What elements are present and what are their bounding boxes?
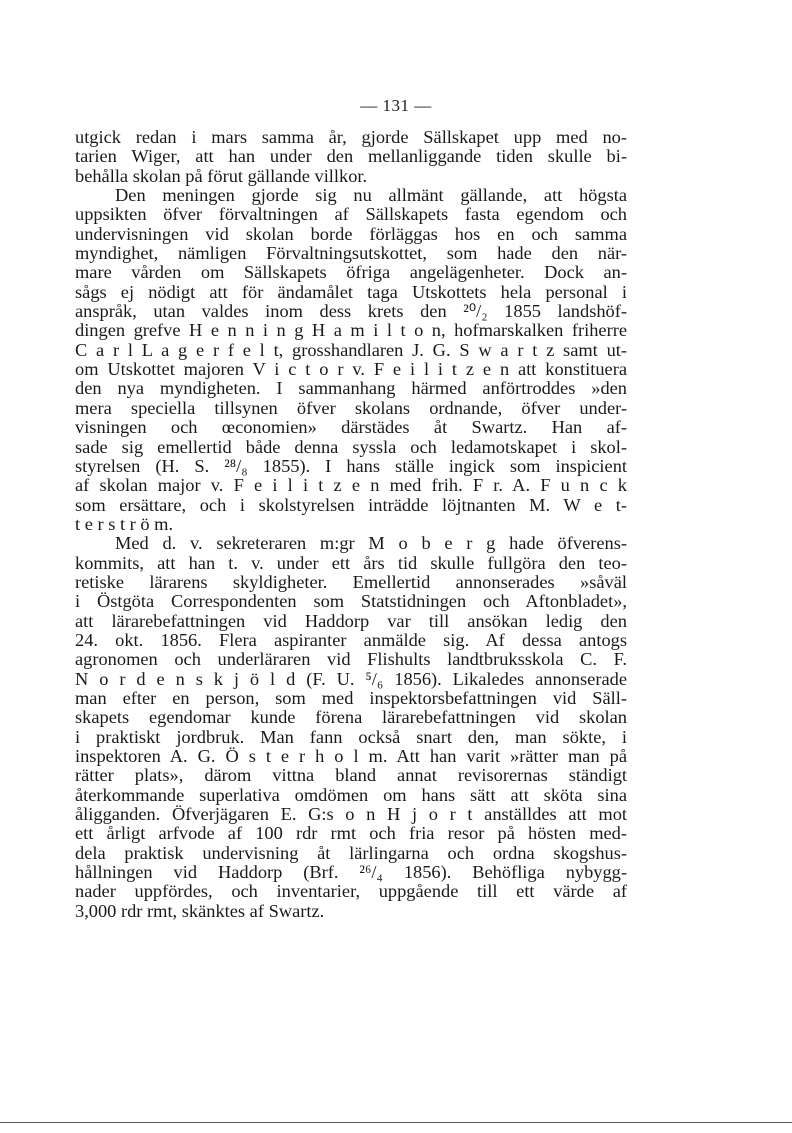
text-line: myndighet, nämligen Förvaltningsutskottet, som hade den när- — [75, 244, 627, 264]
text-line: 3,000 rdr rmt, skänktes af Swartz. — [75, 901, 325, 921]
text-line: anspråk, utan valdes inom dess krets den ²⁰/₂ 1855 landshöf- — [75, 302, 627, 322]
text-line: Den meningen gjorde sig nu allmänt gällande, att högsta — [115, 186, 627, 206]
text-line: dingen grefve H e n n i n g H a m i l t o n, hofmarskalken friherre — [75, 321, 627, 341]
text-line: i praktiskt jordbruk. Man fann också snart den, man sökte, i — [75, 727, 627, 747]
body-text — [75, 128, 627, 921]
text-line: att lärarebefattningen vid Haddorp var till ansökan ledig den — [75, 611, 627, 631]
text-line: man efter en person, som med inspektorsbefattningen vid Säll- — [75, 688, 627, 708]
text-line: t e r s t r ö m. — [75, 514, 174, 534]
text-line: retiske lärarens skyldigheter. Emellertid annonserades »såväl — [75, 572, 627, 592]
text-line: den nya myndigheten. I sammanhang härmed anförtroddes »den — [75, 379, 627, 399]
text-line: sågs ej nödigt att för ändamålet taga Utskottets hela personal i — [75, 282, 627, 302]
text-line: uppsikten öfver förvaltningen af Sällskapets fasta egendom och — [75, 205, 627, 225]
text-line: som ersättare, och i skolstyrelsen inträdde löjtnanten M. W e t- — [75, 495, 627, 515]
text-line: rätter plats», därom vittna bland annat revisorernas ständigt — [75, 766, 627, 786]
text-line: utgick redan i mars samma år, gjorde Sällskapet upp med no- — [75, 128, 627, 147]
text-line: nader uppfördes, och inventarier, uppgående till ett värde af — [75, 882, 627, 902]
text-line: undervisningen vid skolan borde förläggas hos en och samma — [75, 224, 627, 244]
text-line: agronomen och underläraren vid Flishults landtbruksskola C. F. — [75, 650, 627, 670]
text-line: mare vården om Sällskapets öfriga angelägenheter. Dock an- — [75, 263, 627, 283]
text-line: i Östgöta Correspondenten som Statstidningen och Aftonbladet», — [75, 592, 627, 612]
text-line: hållningen vid Haddorp (Brf. ²⁶/₄ 1856). Behöfliga nybygg- — [75, 863, 627, 883]
text-line: skapets egendomar kunde förena lärarebefattningen vid skolan — [75, 708, 627, 728]
text-line: 24. okt. 1856. Flera aspiranter anmälde sig. Af dessa antogs — [75, 630, 627, 650]
text-line: inspektoren A. G. Ö s t e r h o l m. Att han varit »rätter man på — [75, 747, 627, 766]
text-line: behålla skolan på förut gällande villkor. — [75, 166, 368, 186]
text-line: Med d. v. sekreteraren m:gr M o b e r g hade öfverens- — [115, 534, 627, 554]
text-line: ett årligt arfvode af 100 rdr rmt och fria resor på hösten med- — [75, 824, 627, 844]
page-bottom-edge — [0, 1122, 792, 1123]
text-line: åligganden. Öfverjägaren E. G:s o n H j o r t anställdes att mot — [75, 805, 627, 825]
text-line: af skolan major v. F e i l i t z e n med frih. F r. A. F u n c k — [75, 476, 627, 496]
page-number: — 131 — — [360, 96, 432, 115]
text-line: om Utskottet majoren V i c t o r v. F e i l i t z e n att konstituera — [75, 360, 627, 380]
text-line: tarien Wiger, att han under den mellanliggande tiden skulle bi- — [75, 147, 627, 167]
text-line: visningen och œconomien» därstädes åt Swartz. Han af- — [75, 418, 627, 438]
text-line: N o r d e n s k j ö l d (F. U. ⁵/₆ 1856). Likaledes annonserade — [75, 669, 627, 689]
text-line: kommits, att han t. v. under ett års tid skulle fullgöra den teo- — [75, 553, 627, 573]
text-line: mera speciella tillsynen öfver skolans ordnande, öfver under- — [75, 398, 627, 418]
text-line: dela praktisk undervisning åt lärlingarna och ordna skogshus- — [75, 843, 627, 863]
text-line: sade sig emellertid både denna syssla och ledamotskapet i skol- — [75, 437, 627, 457]
text-line: C a r l L a g e r f e l t, grosshandlaren J. G. S w a r t z samt ut- — [75, 340, 627, 360]
text-line: återkommande superlativa omdömen om hans sätt att sköta sina — [75, 785, 627, 805]
text-line: styrelsen (H. S. ²⁸/₈ 1855). I hans ställe ingick som inspicient — [75, 456, 627, 476]
